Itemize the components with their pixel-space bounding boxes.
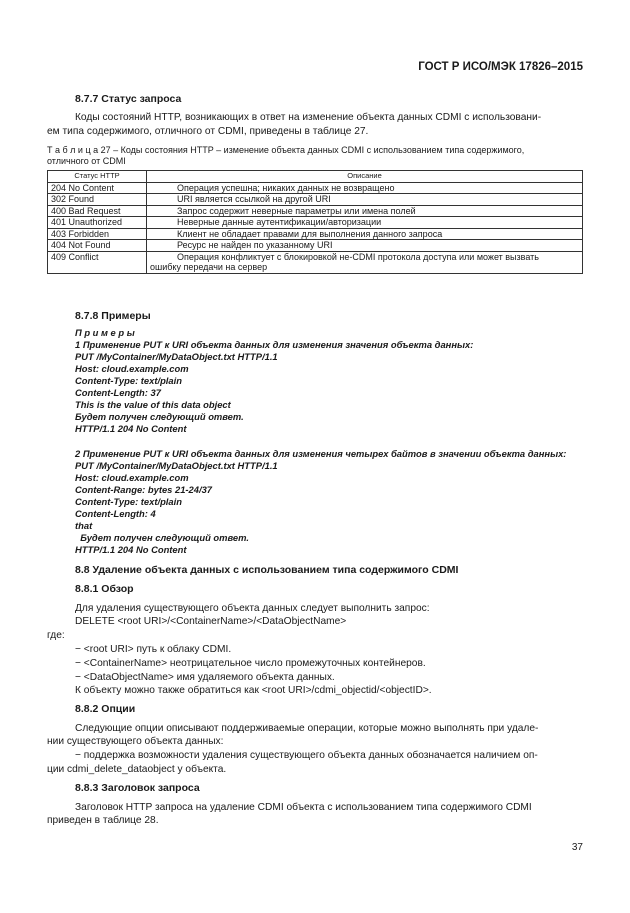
section-8-8-3-title: 8.8.3 Заголовок запроса — [75, 782, 200, 794]
table-27 — [47, 170, 583, 274]
example-line: HTTP/1.1 204 No Content — [75, 544, 187, 555]
s882-para-line4: ции cdmi_delete_dataobject у объекта. — [47, 764, 227, 775]
status-description: Ресурс не найден по указанному URI — [147, 240, 583, 252]
example-line: Будет получен следующий ответ. — [75, 532, 249, 543]
s883-para-line2: приведен в таблице 28. — [47, 815, 159, 826]
example-1-block — [75, 327, 473, 435]
s881-request: DELETE <root URI>/<ContainerName>/<DataObjectName> — [75, 616, 347, 627]
status-code: 403 Forbidden — [48, 228, 147, 240]
table-27-caption-line1: Т а б л и ц а 27 – Коды состояния HTTP – изменение объекта данных CDMI с использованием типа содержимого, — [47, 145, 525, 155]
table-row — [48, 182, 583, 194]
s882-para-line2: нии существующего объекта данных: — [47, 736, 224, 747]
example-line: П р и м е р ы — [75, 327, 135, 338]
s881-item-root-uri: − <root URI> путь к облаку CDMI. — [75, 644, 232, 655]
example-line: Content-Length: 37 — [75, 387, 161, 398]
section-8-7-8-title: 8.7.8 Примеры — [75, 310, 151, 322]
table-row — [48, 205, 583, 217]
s881-item-dataobject: − <DataObjectName> имя удаляемого объекта данных. — [75, 672, 335, 683]
example-line: PUT /MyContainer/MyDataObject.txt HTTP/1.1 — [75, 351, 278, 362]
s881-item-container: − <ContainerName> неотрицательное число промежуточных контейнеров. — [75, 658, 426, 669]
status-code: 409 Conflict — [48, 251, 147, 273]
status-description-line1: Операция конфликтует с блокировкой не-CDMI протокола доступа или может вызвать — [177, 251, 539, 262]
table-header-row — [48, 171, 583, 183]
table-row — [48, 217, 583, 229]
example-line: 1 Применение PUT к URI объекта данных для изменения значения объекта данных: — [75, 339, 474, 350]
status-description: Запрос содержит неверные параметры или имена полей — [147, 205, 583, 217]
standard-header: ГОСТ Р ИСО/МЭК 17826–2015 — [418, 61, 583, 73]
table-header-status: Статус HTTP — [48, 171, 147, 183]
s883-para-line1: Заголовок HTTP запроса на удаление CDMI объекта с использованием типа содержимого CDMI — [75, 802, 532, 813]
example-line: HTTP/1.1 204 No Content — [75, 423, 187, 434]
example-line: Host: cloud.example.com — [75, 472, 189, 483]
example-line: Будет получен следующий ответ. — [75, 411, 244, 422]
example-line: that — [75, 520, 93, 531]
s877-para-line1: Коды состояний HTTP, возникающих в ответ на изменение объекта данных CDMI с использовани- — [75, 112, 542, 123]
example-line: Content-Length: 4 — [75, 508, 156, 519]
section-8-8-title: 8.8 Удаление объекта данных с использованием типа содержимого CDMI — [75, 564, 459, 576]
status-code: 204 No Content — [48, 182, 147, 194]
table-row — [48, 228, 583, 240]
s881-where: где: — [47, 630, 65, 641]
example-line: PUT /MyContainer/MyDataObject.txt HTTP/1.1 — [75, 460, 278, 471]
status-description: Операция успешна; никаких данных не возвращено — [147, 182, 583, 194]
page-number: 37 — [571, 842, 583, 853]
table-header-description: Описание — [147, 171, 583, 183]
status-description: URI является ссылкой на другой URI — [147, 194, 583, 206]
status-description-line2: ошибку передачи на сервер — [150, 262, 268, 272]
status-code: 404 Not Found — [48, 240, 147, 252]
section-8-8-1-title: 8.8.1 Обзор — [75, 583, 134, 595]
table-row — [48, 240, 583, 252]
example-2-block — [75, 448, 566, 556]
example-line: Content-Range: bytes 21-24/37 — [75, 484, 213, 495]
status-code: 302 Found — [48, 194, 147, 206]
example-line: Host: cloud.example.com — [75, 363, 189, 374]
section-8-8-2-title: 8.8.2 Опции — [75, 703, 136, 715]
status-description: Неверные данные аутентификации/авторизации — [147, 217, 583, 229]
example-line: Content-Type: text/plain — [75, 496, 182, 507]
status-code: 400 Bad Request — [48, 205, 147, 217]
example-line: 2 Применение PUT к URI объекта данных для изменения четырех байтов в значении объекта данных: — [75, 448, 567, 459]
s882-para-line1: Следующие опции описывают поддерживаемые операции, которые можно выполнять при удале- — [75, 723, 539, 734]
table-row — [48, 194, 583, 206]
example-line: Content-Type: text/plain — [75, 375, 182, 386]
status-description — [147, 251, 583, 273]
section-8-7-7-title: 8.7.7 Статус запроса — [75, 93, 182, 105]
s881-line3: К объекту можно также обратиться как <root URI>/cdmi_objectid/<objectID>. — [75, 685, 432, 696]
status-description: Клиент не обладает правами для выполнения данного запроса — [147, 228, 583, 240]
s877-para-line2: ем типа содержимого, отличного от CDMI, приведены в таблице 27. — [47, 126, 369, 137]
table-row — [48, 251, 583, 273]
status-code: 401 Unauthorized — [48, 217, 147, 229]
table-27-caption-line2: отличного от CDMI — [47, 156, 126, 166]
s882-para-line3: − поддержка возможности удаления существующего объекта данных обозначается наличием оп- — [75, 750, 538, 761]
s881-line1: Для удаления существующего объекта данных следует выполнить запрос: — [75, 603, 430, 614]
example-line: This is the value of this data object — [75, 399, 231, 410]
